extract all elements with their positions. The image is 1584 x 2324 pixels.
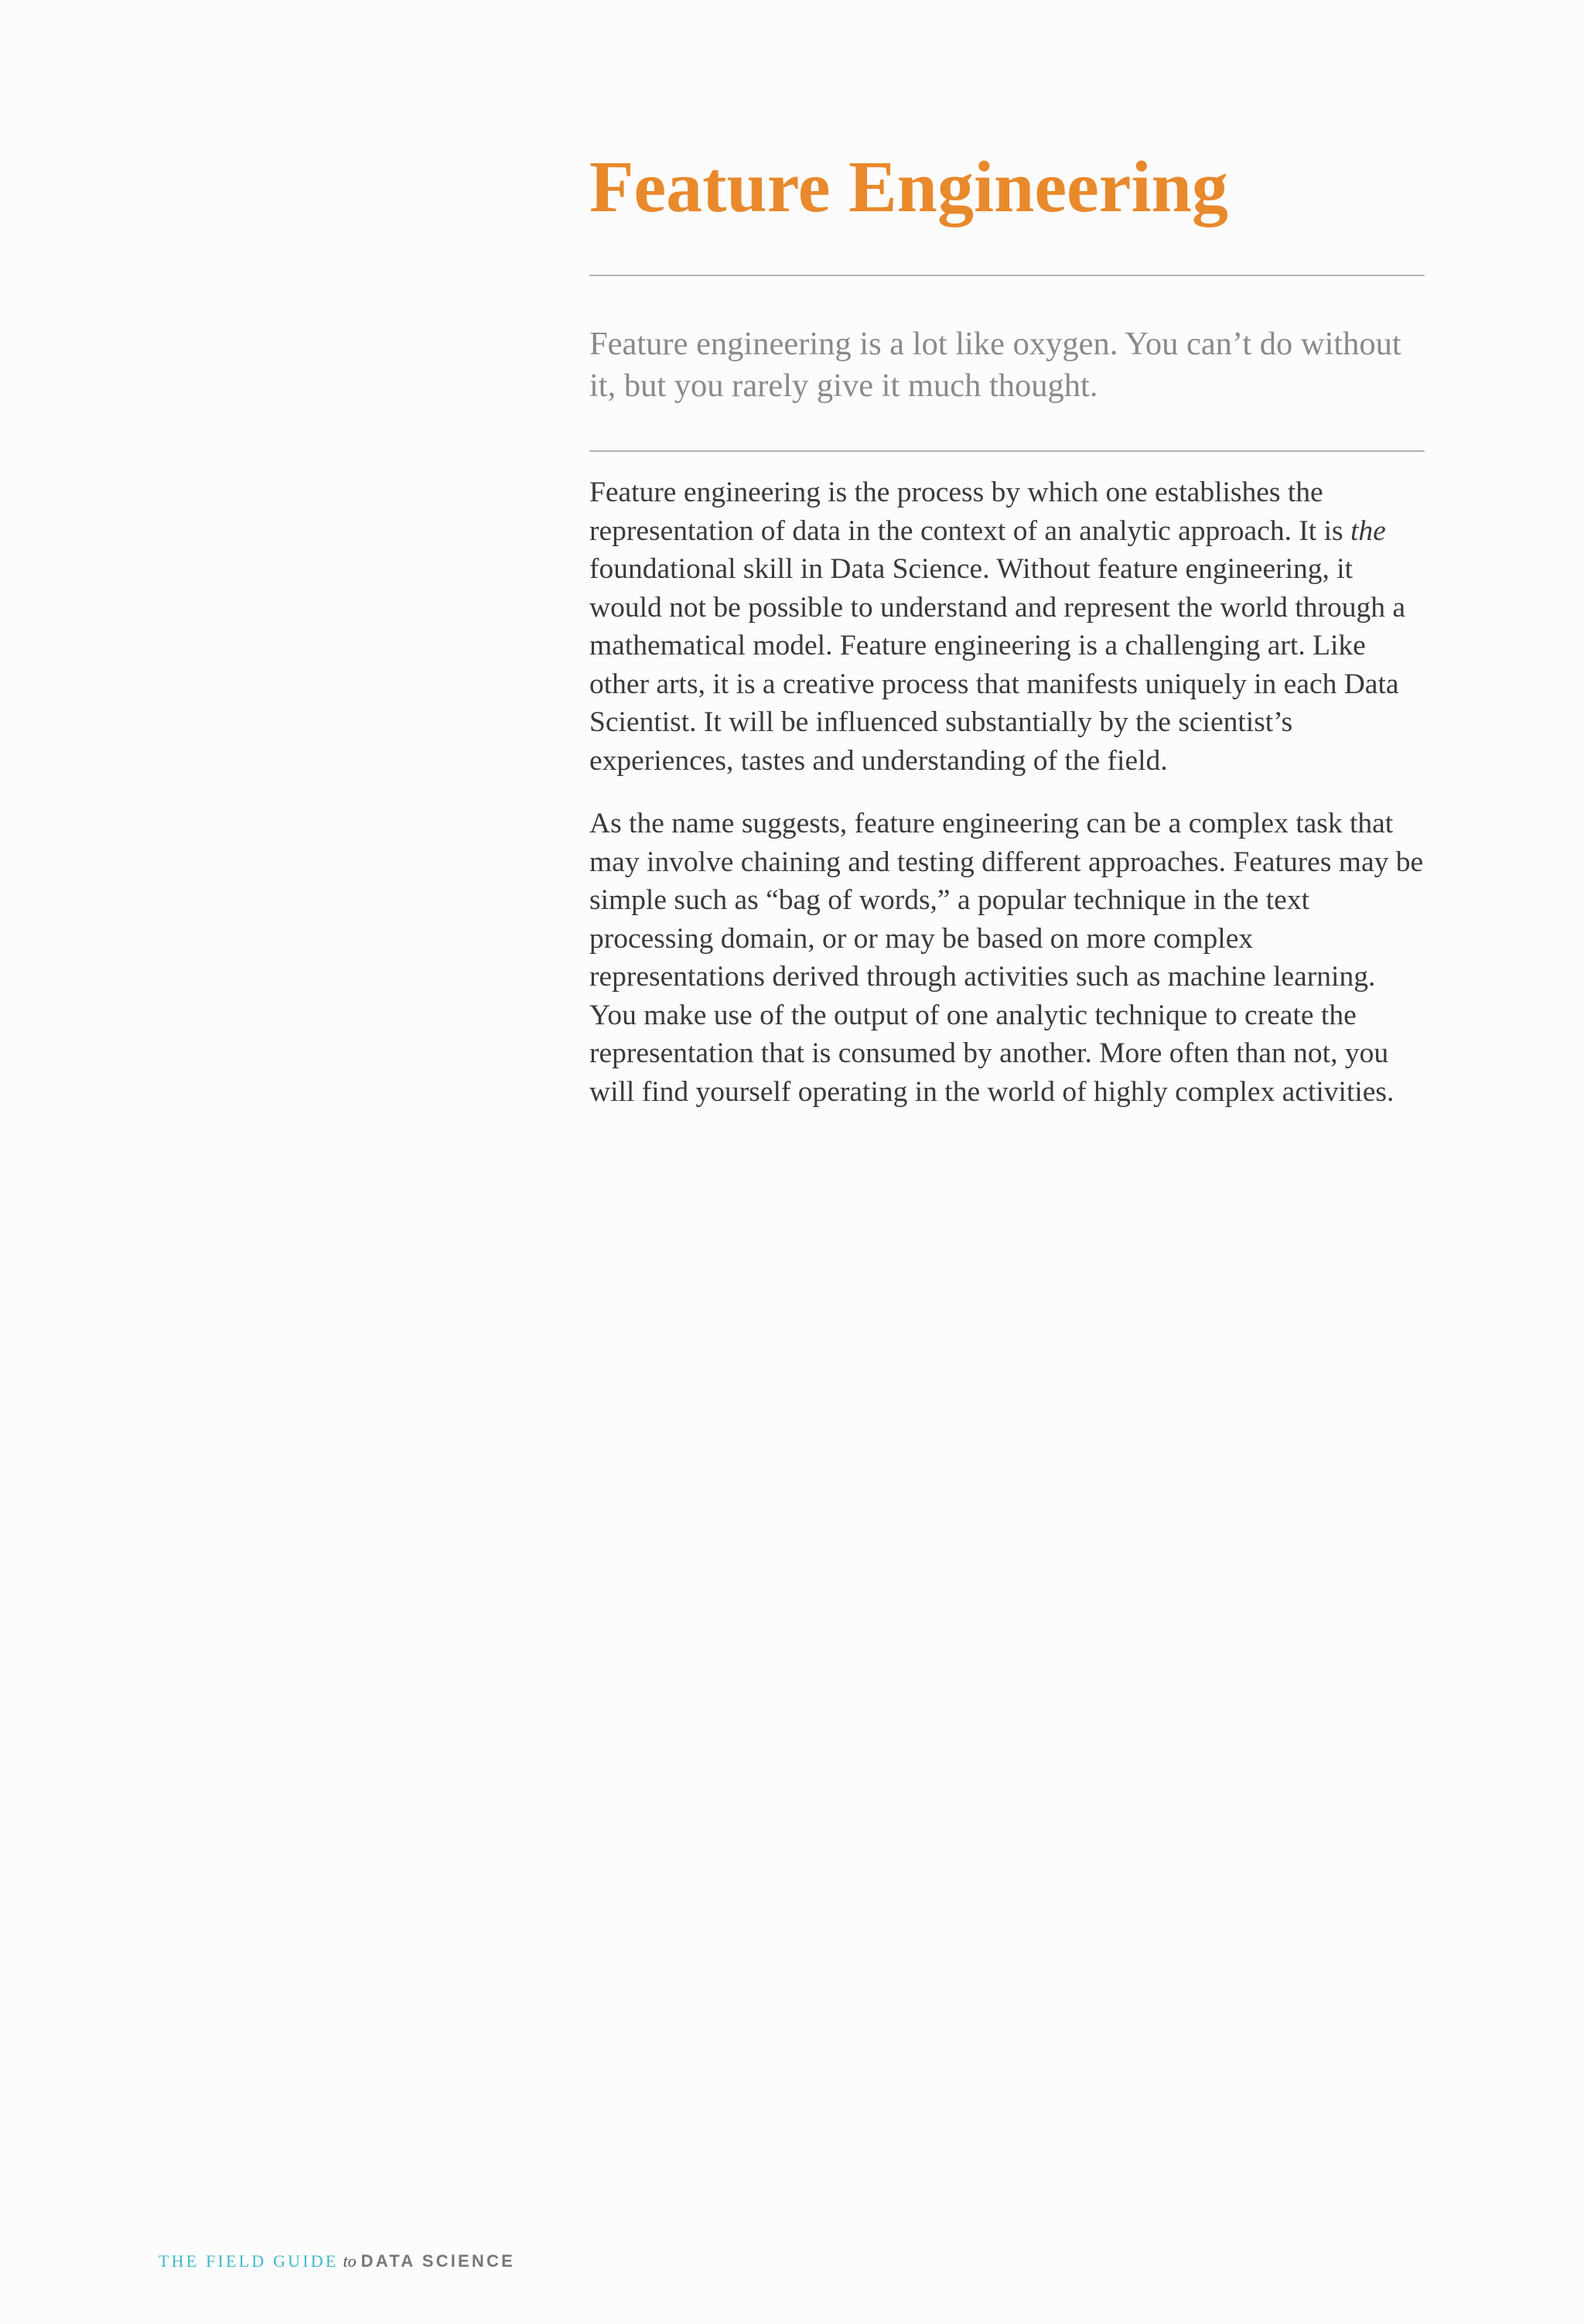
paragraph-1-text-start: Feature engineering is the process by which one establishes the representation of data in the context of an analytic approach. It is (589, 477, 1350, 547)
footer-title-part1: THE FIELD GUIDE (159, 2251, 339, 2271)
body-paragraph-1 (589, 473, 1425, 780)
divider-top (589, 275, 1425, 276)
paragraph-1-emphasis: the (1350, 514, 1386, 547)
body-paragraph-2: As the name suggests, feature engineering can be a complex task that may involve chaining and testing different approaches. Features may be simple such as “bag of words,” a popular technique in the text processing domain, or or may be based on more complex representations derived through activities such as machine learning. You make use of the output of one analytic technique to create the representation that is consumed by another. More often than not, you will find yourself operating in the world of highly complex activities. (589, 808, 1424, 1108)
paragraph-1-text-end: foundational skill in Data Science. Without feature engineering, it would not be possible to understand and represent the world through a mathematical model. Feature engineering is a challenging art. Like other arts, it is a creative process that manifests uniquely in each Data Scientist. It will be influenced substantially by the scientist’s experiences, tastes and understanding of the field. (589, 553, 1405, 777)
lead-quote: Feature engineering is a lot like oxygen. You can’t do without it, but you rarely give it much thought. (589, 326, 1401, 404)
page-title: Feature Engineering (589, 147, 1228, 227)
running-footer (159, 2250, 515, 2273)
footer-title-connector: to (343, 2251, 357, 2271)
footer-title-part2: DATA SCIENCE (360, 2251, 515, 2271)
divider-bottom (589, 450, 1425, 452)
